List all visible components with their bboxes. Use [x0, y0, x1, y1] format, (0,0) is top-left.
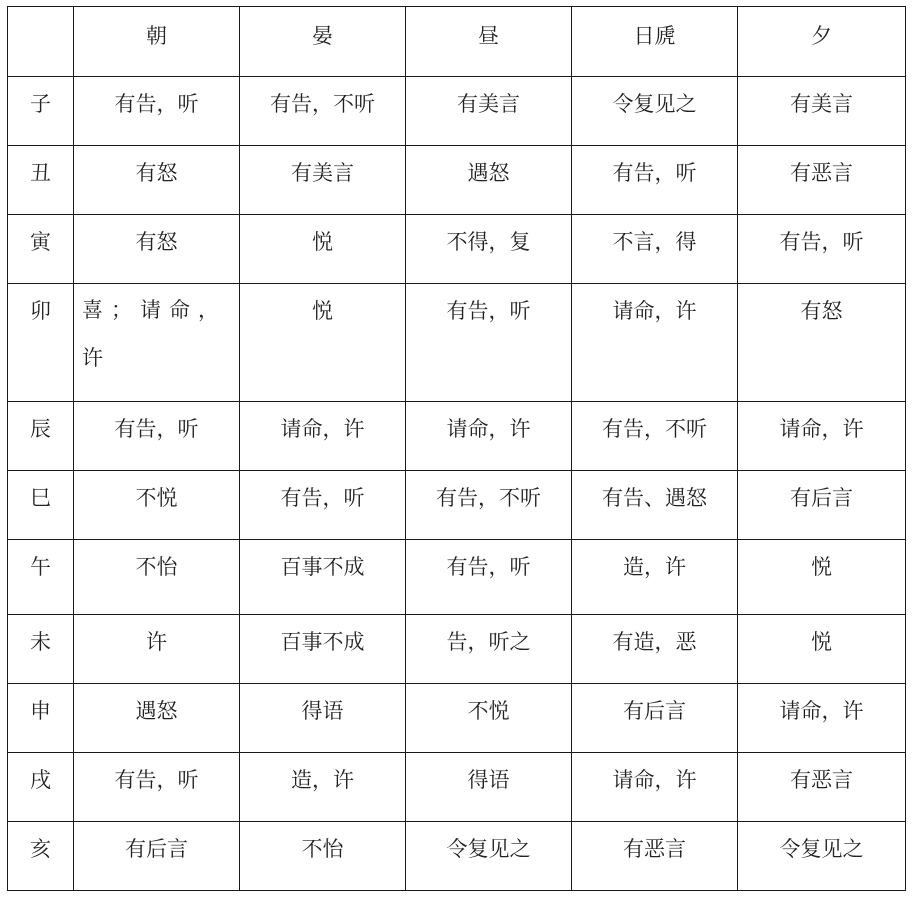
table-cell: 悦 [240, 215, 406, 284]
table-cell: 有告、遇怒 [572, 471, 738, 540]
table-row [8, 615, 906, 684]
row-header: 午 [8, 540, 74, 615]
table-cell: 有美言 [406, 77, 572, 146]
table-cell: 不得，复 [406, 215, 572, 284]
table-row [8, 540, 906, 615]
table-cell: 不悦 [406, 684, 572, 753]
table-cell: 令复见之 [406, 822, 572, 891]
row-header: 巳 [8, 471, 74, 540]
table-cell: 喜；请命，许 [74, 284, 240, 402]
table-cell: 有告，不听 [240, 77, 406, 146]
table-cell: 令复见之 [572, 77, 738, 146]
table-cell: 有告，听 [240, 471, 406, 540]
table-cell: 悦 [738, 540, 906, 615]
table-cell: 造，许 [240, 753, 406, 822]
table-cell: 不悦 [74, 471, 240, 540]
table-cell: 有告，听 [74, 402, 240, 471]
table-cell: 有告，听 [572, 146, 738, 215]
table-cell: 请命，许 [240, 402, 406, 471]
table-cell: 有告，听 [406, 540, 572, 615]
column-header-yan: 晏 [240, 7, 406, 77]
table-row [8, 215, 906, 284]
corner-cell [8, 7, 74, 77]
table-cell: 有造，恶 [572, 615, 738, 684]
table-row [8, 77, 906, 146]
table-cell: 请命，许 [738, 684, 906, 753]
table-row [8, 402, 906, 471]
table-cell: 有恶言 [738, 146, 906, 215]
row-header: 亥 [8, 822, 74, 891]
row-header: 未 [8, 615, 74, 684]
table-row [8, 822, 906, 891]
table-cell: 百事不成 [240, 540, 406, 615]
row-header: 子 [8, 77, 74, 146]
table-cell: 令复见之 [738, 822, 906, 891]
table-cell: 百事不成 [240, 615, 406, 684]
table-cell: 有告，听 [74, 77, 240, 146]
header-row [8, 7, 906, 77]
table-cell: 不言，得 [572, 215, 738, 284]
table-cell: 有怒 [74, 146, 240, 215]
table-cell: 不怡 [74, 540, 240, 615]
table-cell: 有告，听 [738, 215, 906, 284]
table-cell: 有美言 [738, 77, 906, 146]
table-row [8, 684, 906, 753]
table-cell: 有告，不听 [406, 471, 572, 540]
table-cell: 有后言 [572, 684, 738, 753]
table-cell: 悦 [738, 615, 906, 684]
table-cell: 许 [74, 615, 240, 684]
row-header: 寅 [8, 215, 74, 284]
table-cell: 得语 [406, 753, 572, 822]
table-cell: 有后言 [738, 471, 906, 540]
table-cell: 有告，听 [74, 753, 240, 822]
row-header: 丑 [8, 146, 74, 215]
row-header: 戌 [8, 753, 74, 822]
table-cell: 有怒 [738, 284, 906, 402]
table-cell: 请命，许 [572, 753, 738, 822]
table-cell: 得语 [240, 684, 406, 753]
table-cell: 悦 [240, 284, 406, 402]
column-header-zhao: 朝 [74, 7, 240, 77]
column-header-ri-si: 日虒 [572, 7, 738, 77]
table-cell: 请命，许 [406, 402, 572, 471]
table-cell: 不怡 [240, 822, 406, 891]
table-cell: 遇怒 [74, 684, 240, 753]
table-cell: 有后言 [74, 822, 240, 891]
table-cell: 有恶言 [738, 753, 906, 822]
table-cell: 造，许 [572, 540, 738, 615]
table-cell: 有告，听 [406, 284, 572, 402]
table-cell: 请命，许 [738, 402, 906, 471]
table-cell: 请命，许 [572, 284, 738, 402]
fortune-table [7, 6, 906, 891]
table-cell: 告，听之 [406, 615, 572, 684]
column-header-zhou: 昼 [406, 7, 572, 77]
row-header: 辰 [8, 402, 74, 471]
table-cell: 有告，不听 [572, 402, 738, 471]
row-header: 卯 [8, 284, 74, 402]
table-cell: 遇怒 [406, 146, 572, 215]
table-row [8, 471, 906, 540]
table-cell: 有恶言 [572, 822, 738, 891]
table-cell: 有美言 [240, 146, 406, 215]
table-row [8, 146, 906, 215]
column-header-xi: 夕 [738, 7, 906, 77]
table-row [8, 753, 906, 822]
row-header: 申 [8, 684, 74, 753]
table-row [8, 284, 906, 402]
table-cell: 有怒 [74, 215, 240, 284]
